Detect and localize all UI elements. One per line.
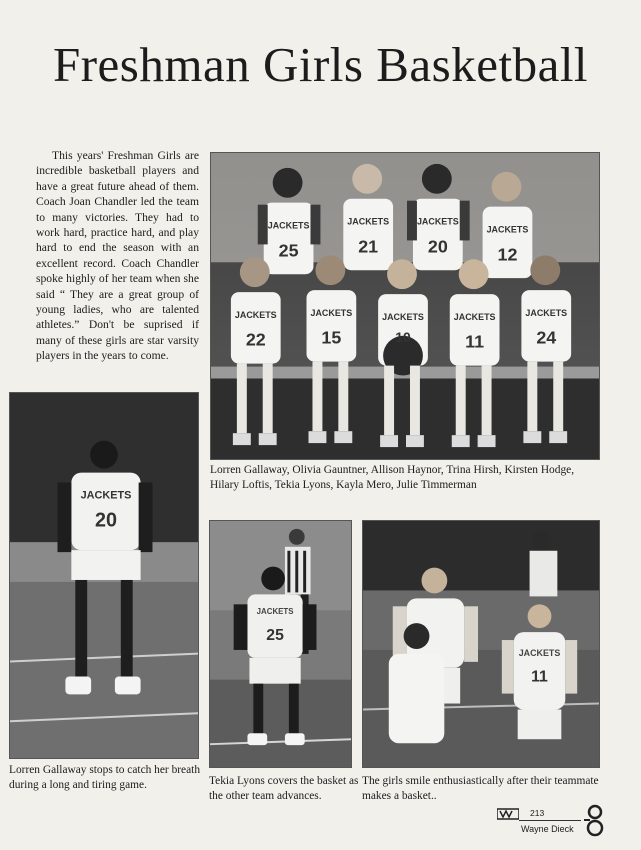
middle-jersey-word: JACKETS [256, 607, 294, 617]
back-jersey-word-2: JACKETS [347, 216, 390, 227]
team-photo-image [211, 153, 599, 459]
front-jersey-number-5: 24 [536, 327, 557, 348]
back-jersey-number-2: 21 [358, 236, 379, 257]
intro-paragraph: This years' Freshman Girls are incredible basketball players and have a great future ahead of them. Coach Joan Chandler led the team to many victories. They had to work hard, practice hard, and play hard to end the season with an excellent record. Coach Chandler spoke highly of her team when she said “ They are a great group of young ladies, who are talented athletes.” Don't be suprised if many of these girls are star varsity players in the years to come. [36, 149, 199, 363]
right-jersey-number: 11 [531, 668, 548, 686]
key-ornament-icon [584, 804, 606, 838]
page-title: Freshman Girls Basketball [52, 37, 589, 92]
photo-right-image [363, 521, 599, 767]
photo-right-caption: The girls smile enthusiastically after their teammate makes a basket.. [362, 775, 599, 802]
back-jersey-word-1: JACKETS [267, 220, 310, 231]
left-jersey-number: 20 [94, 509, 117, 532]
footer-logo-icon [497, 807, 519, 821]
back-jersey-number-1: 25 [278, 240, 299, 261]
front-jersey-number-1: 22 [245, 329, 266, 350]
page-number: 213 [530, 808, 545, 818]
front-jersey-number-2: 15 [321, 327, 342, 348]
front-jersey-number-3: 10 [395, 328, 411, 345]
footer-rule [519, 820, 581, 821]
photographer-credit: Wayne Dieck [521, 824, 574, 834]
front-jersey-word-3: JACKETS [382, 311, 424, 322]
back-jersey-word-4: JACKETS [486, 224, 529, 235]
right-jersey-word: JACKETS [518, 647, 561, 658]
team-photo-caption: Lorren Gallaway, Olivia Gauntner, Allison Haynor, Trina Hirsh, Kirsten Hodge, Hilary Loftis, Tekia Lyons, Kayla Mero, Julie Timmerman [210, 464, 575, 491]
left-jersey-word: JACKETS [80, 489, 132, 502]
front-jersey-word-1: JACKETS [234, 309, 277, 320]
photo-middle-image [210, 521, 351, 767]
middle-jersey-number: 25 [266, 626, 284, 645]
front-jersey-word-4: JACKETS [453, 311, 496, 322]
photo-middle-caption: Tekia Lyons covers the basket as the other team advances. [209, 775, 359, 802]
photo-left [9, 392, 199, 759]
team-photo [210, 152, 600, 460]
photo-left-caption: Lorren Gallaway stops to catch her breath during a long and tiring game. [9, 764, 201, 791]
back-jersey-word-3: JACKETS [416, 216, 459, 227]
photo-middle [209, 520, 352, 768]
photo-left-image [10, 393, 198, 758]
front-jersey-word-2: JACKETS [310, 307, 353, 318]
front-jersey-number-4: 11 [465, 331, 485, 352]
photo-right [362, 520, 600, 768]
back-jersey-number-4: 12 [497, 244, 518, 265]
back-jersey-number-3: 20 [427, 236, 448, 257]
front-jersey-word-5: JACKETS [525, 307, 568, 318]
